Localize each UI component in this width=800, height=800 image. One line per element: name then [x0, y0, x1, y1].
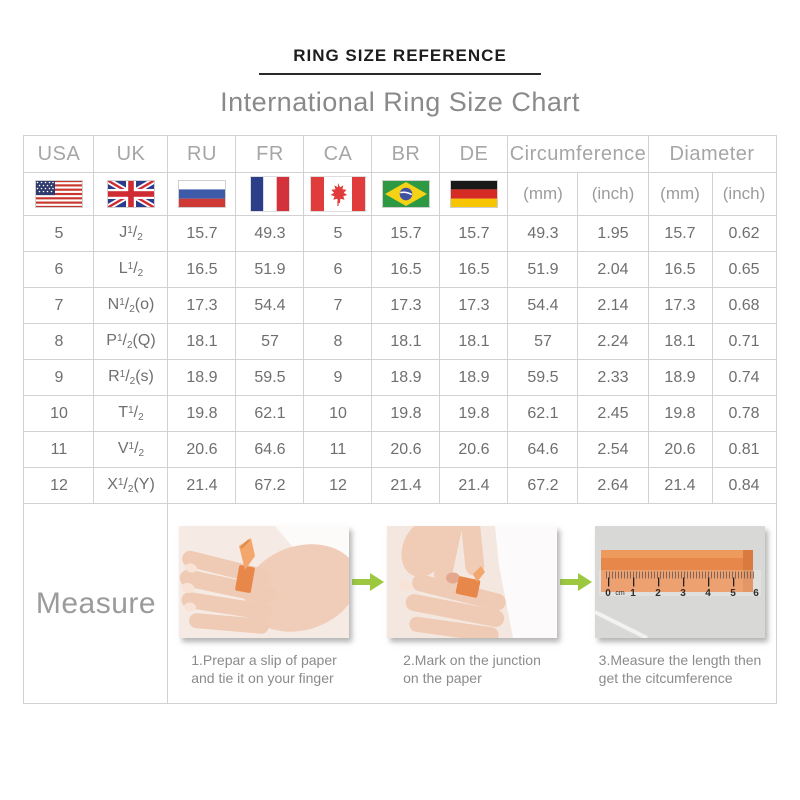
- unit-header-circ-mm: (mm): [508, 173, 578, 216]
- cell-dia-mm: 16.5: [648, 252, 712, 288]
- ca-flag-cell: [304, 173, 372, 216]
- ru-flag-cell: [168, 173, 236, 216]
- cell-ca: 11: [304, 432, 372, 468]
- cell-usa: 5: [24, 216, 94, 252]
- cell-fr: 59.5: [236, 360, 304, 396]
- cell-usa: 6: [24, 252, 94, 288]
- cell-circ-inch: 1.95: [578, 216, 648, 252]
- cell-usa: 8: [24, 324, 94, 360]
- cell-ca: 6: [304, 252, 372, 288]
- unit-header-dia-mm: (mm): [648, 173, 712, 216]
- cell-circ-mm: 57: [508, 324, 578, 360]
- cell-br: 20.6: [372, 432, 440, 468]
- col-header-fr: FR: [236, 136, 304, 173]
- cell-circ-inch: 2.14: [578, 288, 648, 324]
- cell-de: 17.3: [440, 288, 508, 324]
- cell-br: 17.3: [372, 288, 440, 324]
- ca-flag-icon: [310, 176, 366, 212]
- table-row: [24, 324, 776, 360]
- cell-dia-mm: 18.1: [648, 324, 712, 360]
- cell-fr: 57: [236, 324, 304, 360]
- col-header-br: BR: [372, 136, 440, 173]
- ruler-scale: 0 cm 1 2 3 4 5 6: [605, 588, 759, 599]
- uk-flag-cell: [94, 173, 168, 216]
- cell-de: 19.8: [440, 396, 508, 432]
- arrow-icon: [560, 572, 592, 597]
- cell-dia-inch: 0.65: [712, 252, 776, 288]
- cell-circ-mm: 51.9: [508, 252, 578, 288]
- col-header-de: DE: [440, 136, 508, 173]
- cell-ca: 7: [304, 288, 372, 324]
- cell-usa: 9: [24, 360, 94, 396]
- cell-ru: 21.4: [168, 468, 236, 504]
- cell-de: 21.4: [440, 468, 508, 504]
- ru-flag-icon: [178, 180, 226, 208]
- br-flag-icon: [382, 180, 430, 208]
- cell-circ-mm: 64.6: [508, 432, 578, 468]
- table-row: [24, 288, 776, 324]
- cell-fr: 64.6: [236, 432, 304, 468]
- cell-ca: 8: [304, 324, 372, 360]
- uk-flag-icon: [107, 180, 155, 208]
- fr-flag-cell: [236, 173, 304, 216]
- cell-dia-inch: 0.74: [712, 360, 776, 396]
- de-flag-cell: [440, 173, 508, 216]
- title-block: [0, 46, 800, 118]
- cell-dia-mm: 20.6: [648, 432, 712, 468]
- cell-dia-inch: 0.78: [712, 396, 776, 432]
- cell-dia-inch: 0.84: [712, 468, 776, 504]
- col-header-diameter: Diameter: [648, 136, 776, 173]
- table-row: [24, 432, 776, 468]
- cell-circ-inch: 2.64: [578, 468, 648, 504]
- cell-dia-inch: 0.62: [712, 216, 776, 252]
- cell-uk: $P^1/_2(Q)$: [94, 324, 168, 360]
- cell-usa: 7: [24, 288, 94, 324]
- step3-photo: [595, 526, 765, 638]
- us-flag-icon: [35, 180, 83, 208]
- col-header-uk: UK: [94, 136, 168, 173]
- cell-uk: $N^1/_2(o)$: [94, 288, 168, 324]
- cell-de: 18.9: [440, 360, 508, 396]
- cell-fr: 49.3: [236, 216, 304, 252]
- cell-dia-mm: 21.4: [648, 468, 712, 504]
- de-flag-icon: [450, 180, 498, 208]
- measure-steps-cell: [168, 504, 776, 704]
- us-flag-cell: [24, 173, 94, 216]
- cell-de: 16.5: [440, 252, 508, 288]
- cell-ru: 20.6: [168, 432, 236, 468]
- cell-uk: $T^1/_2$: [94, 396, 168, 432]
- cell-dia-mm: 17.3: [648, 288, 712, 324]
- cell-br: 18.1: [372, 324, 440, 360]
- cell-dia-mm: 15.7: [648, 216, 712, 252]
- cell-ca: 9: [304, 360, 372, 396]
- cell-uk: $L^1/_2$: [94, 252, 168, 288]
- marking-paper-photo: [387, 526, 557, 638]
- measure-step-2: [387, 526, 557, 687]
- cell-de: 20.6: [440, 432, 508, 468]
- cell-circ-mm: 49.3: [508, 216, 578, 252]
- unit-header-dia-inch: (inch): [712, 173, 776, 216]
- unit-header-circ-inch: (inch): [578, 173, 648, 216]
- cell-br: 19.8: [372, 396, 440, 432]
- table-row: [24, 360, 776, 396]
- cell-usa: 11: [24, 432, 94, 468]
- cell-ru: 18.9: [168, 360, 236, 396]
- cell-ru: 15.7: [168, 216, 236, 252]
- flag-row: [24, 173, 776, 216]
- cell-usa: 10: [24, 396, 94, 432]
- measure-row: [24, 504, 776, 704]
- cell-uk: $V^1/_2$: [94, 432, 168, 468]
- page-title: International Ring Size Chart: [220, 87, 580, 117]
- step3-caption: 3.Measure the length then get the citcumference: [598, 652, 762, 687]
- step2-caption: 2.Mark on the junction on the paper: [403, 652, 541, 687]
- cell-circ-inch: 2.54: [578, 432, 648, 468]
- cell-br: 16.5: [372, 252, 440, 288]
- cell-uk: $R^1/_2(s)$: [94, 360, 168, 396]
- table-row: [24, 468, 776, 504]
- cell-ru: 19.8: [168, 396, 236, 432]
- cell-dia-inch: 0.71: [712, 324, 776, 360]
- col-header-ca: CA: [304, 136, 372, 173]
- cell-circ-inch: 2.45: [578, 396, 648, 432]
- cell-ru: 18.1: [168, 324, 236, 360]
- br-flag-cell: [372, 173, 440, 216]
- cell-usa: 12: [24, 468, 94, 504]
- ring-size-table: [23, 135, 776, 704]
- col-header-usa: USA: [24, 136, 94, 173]
- cell-br: 21.4: [372, 468, 440, 504]
- cell-uk: $J^1/_2$: [94, 216, 168, 252]
- fr-flag-icon: [250, 176, 290, 212]
- cell-ru: 17.3: [168, 288, 236, 324]
- cell-ca: 12: [304, 468, 372, 504]
- measure-step-1: [179, 526, 349, 687]
- step2-photo: [387, 526, 557, 638]
- cell-circ-inch: 2.24: [578, 324, 648, 360]
- measure-step-3: [595, 526, 765, 687]
- table-row: [24, 216, 776, 252]
- cell-ca: 5: [304, 216, 372, 252]
- cell-uk: $X^1/_2(Y)$: [94, 468, 168, 504]
- step1-photo: [179, 526, 349, 638]
- cell-circ-mm: 62.1: [508, 396, 578, 432]
- cell-circ-mm: 54.4: [508, 288, 578, 324]
- cell-de: 18.1: [440, 324, 508, 360]
- cell-circ-inch: 2.33: [578, 360, 648, 396]
- table-row: [24, 252, 776, 288]
- badge-title: RING SIZE REFERENCE: [259, 46, 541, 75]
- cell-dia-inch: 0.68: [712, 288, 776, 324]
- cell-fr: 51.9: [236, 252, 304, 288]
- col-header-ru: RU: [168, 136, 236, 173]
- cell-dia-mm: 18.9: [648, 360, 712, 396]
- cell-dia-inch: 0.81: [712, 432, 776, 468]
- arrow-icon: [352, 572, 384, 597]
- cell-circ-mm: 67.2: [508, 468, 578, 504]
- measure-steps: [172, 526, 771, 687]
- cell-dia-mm: 19.8: [648, 396, 712, 432]
- column-header-row: [24, 136, 776, 173]
- step1-caption: 1.Prepar a slip of paper and tie it on your finger: [191, 652, 337, 687]
- cell-br: 15.7: [372, 216, 440, 252]
- hand-with-paper-strip-photo: [179, 526, 349, 638]
- cell-ca: 10: [304, 396, 372, 432]
- cell-de: 15.7: [440, 216, 508, 252]
- cell-ru: 16.5: [168, 252, 236, 288]
- cell-fr: 67.2: [236, 468, 304, 504]
- col-header-circumference: Circumference: [508, 136, 648, 173]
- cell-br: 18.9: [372, 360, 440, 396]
- cell-circ-mm: 59.5: [508, 360, 578, 396]
- measure-label: Measure: [24, 504, 168, 704]
- cell-fr: 54.4: [236, 288, 304, 324]
- table-row: [24, 396, 776, 432]
- cell-circ-inch: 2.04: [578, 252, 648, 288]
- cell-fr: 62.1: [236, 396, 304, 432]
- ruler-measuring-photo: [595, 526, 765, 638]
